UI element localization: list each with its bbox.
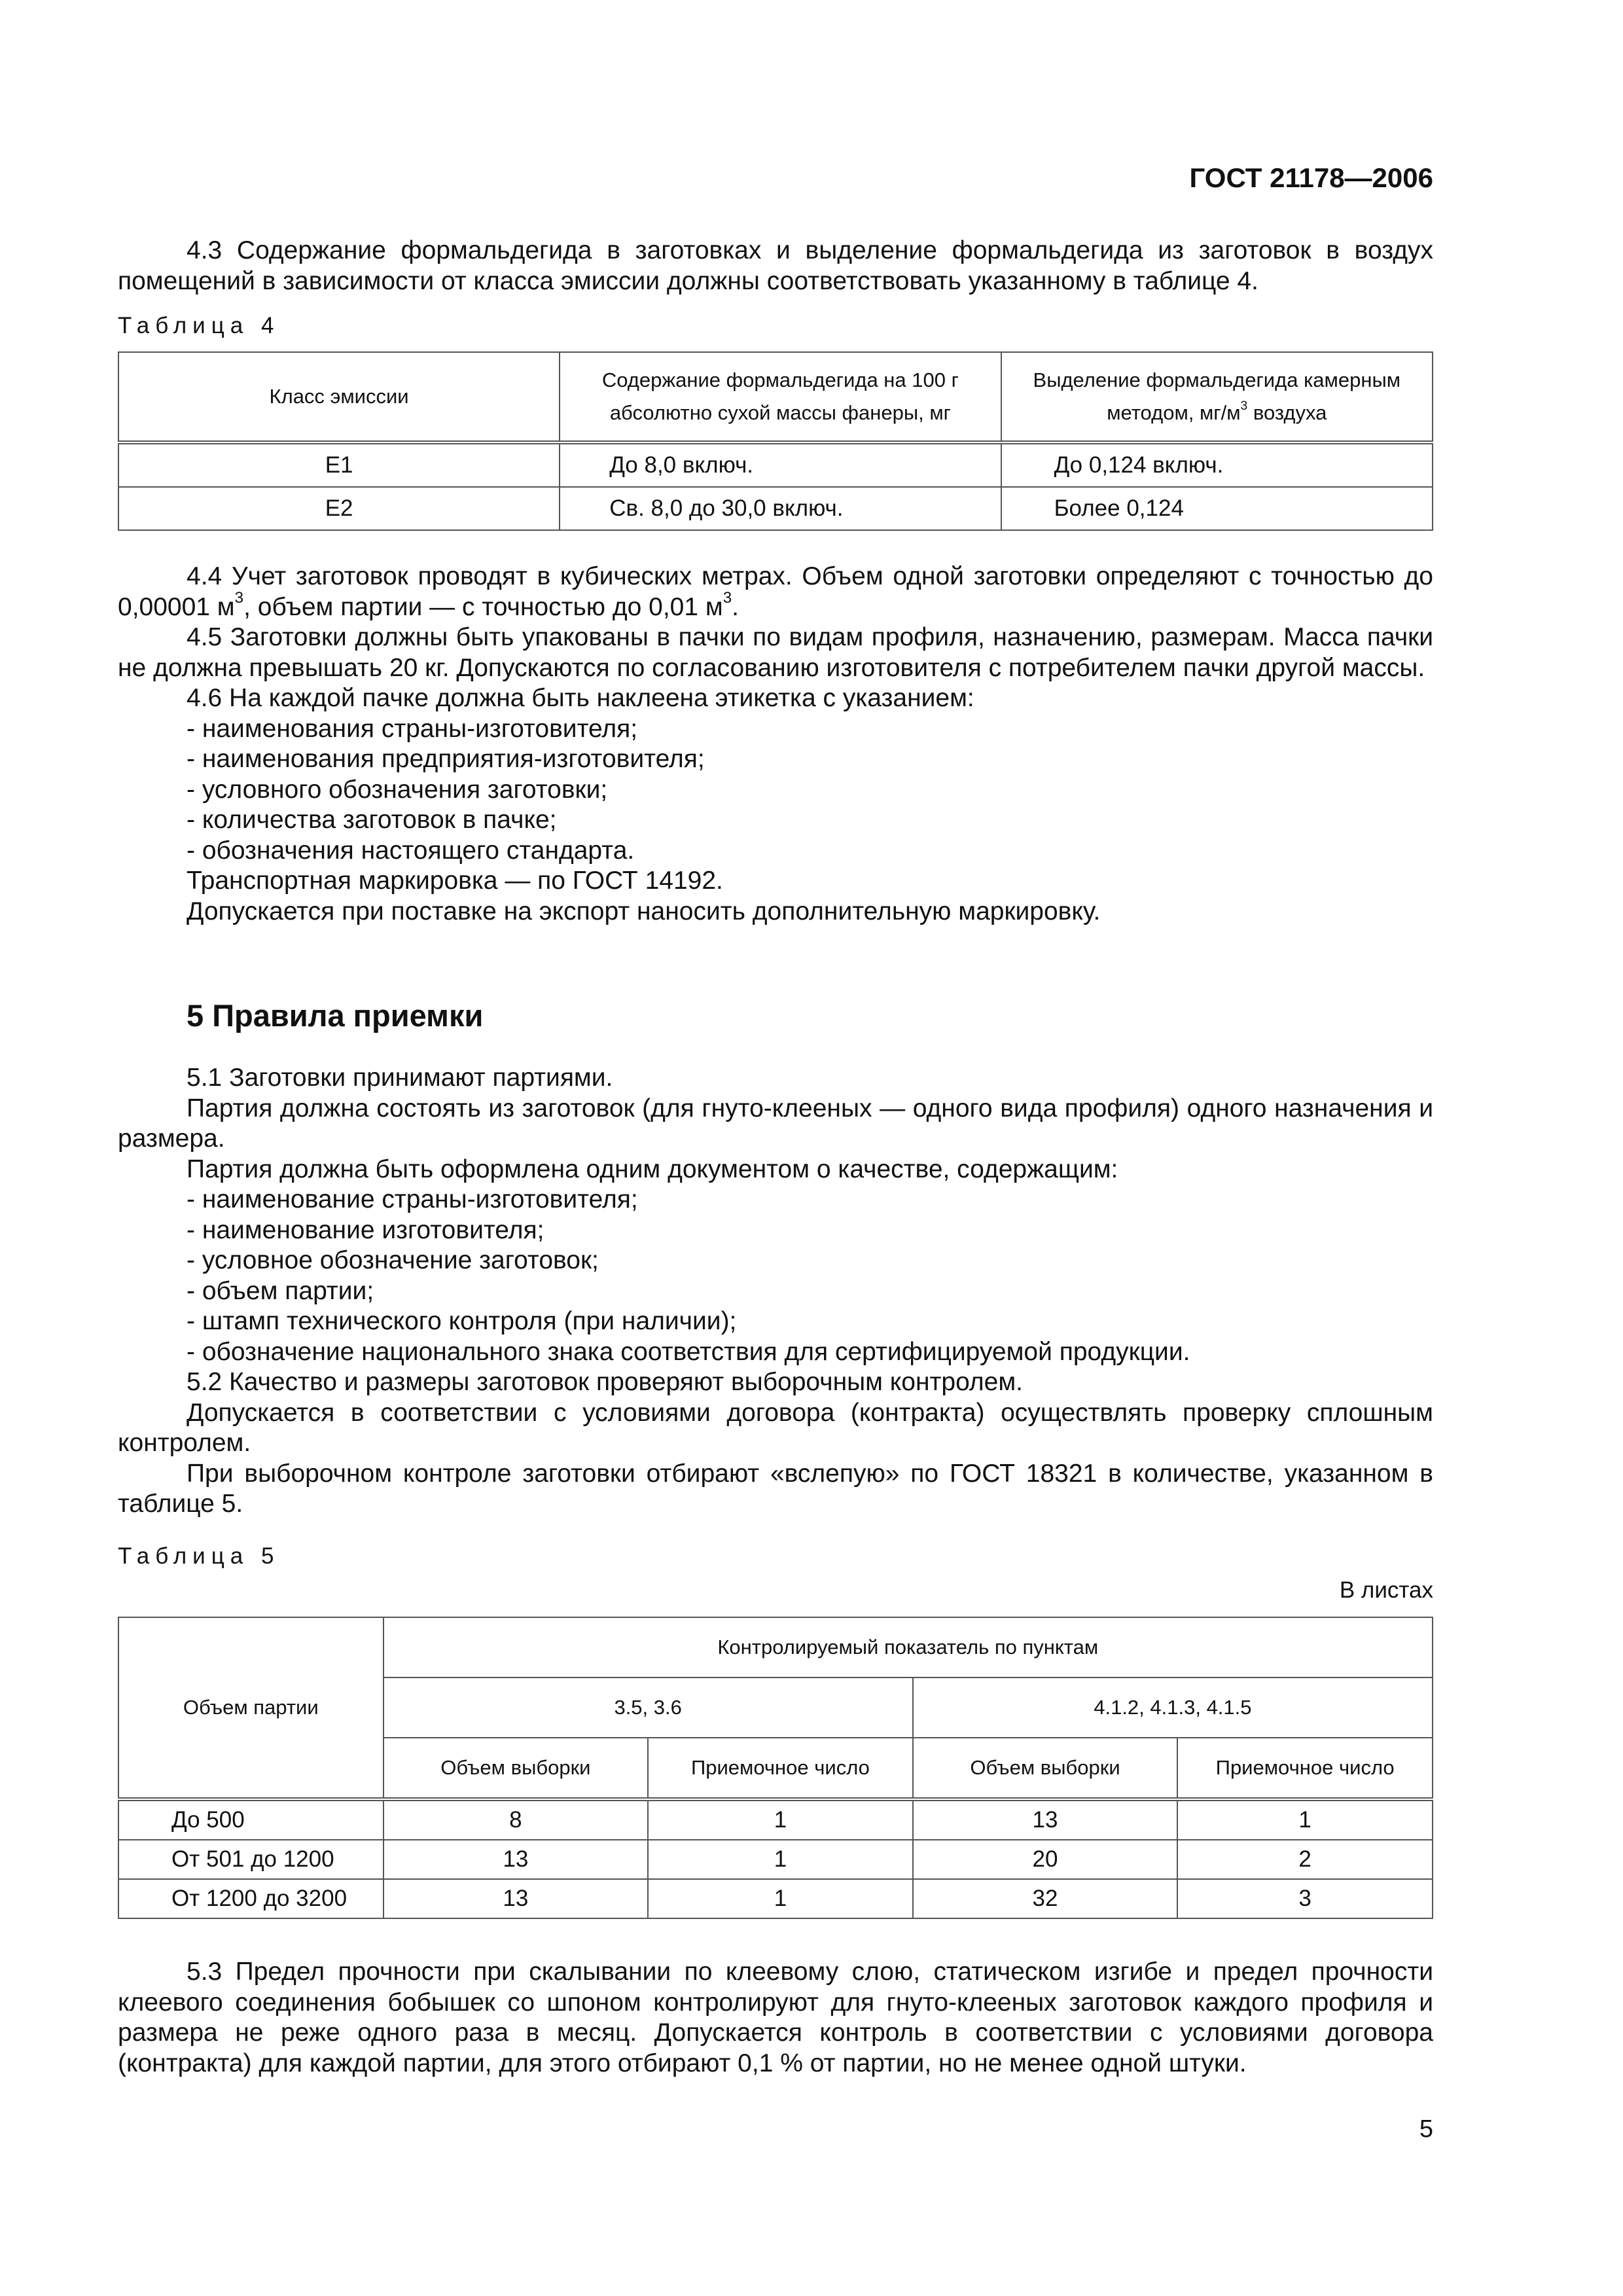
table-4-cell-content: Св. 8,0 до 30,0 включ.: [560, 487, 1001, 530]
table-5-cell-sample-1: 8: [383, 1799, 649, 1840]
table-5-header-group1: 3.5, 3.6: [383, 1677, 913, 1738]
table-5-cell-accept-2: 3: [1177, 1879, 1433, 1918]
list-item: - наименование страны-изготовителя;: [187, 1185, 638, 1213]
table-5-cell-volume: От 501 до 1200: [118, 1840, 383, 1879]
clause-5-1-text: 5.1 Заготовки принимают партиями.: [187, 1064, 613, 1092]
table-5-header-accept: Приемочное число: [1177, 1738, 1433, 1799]
table-5-cell-sample-2: 32: [913, 1879, 1178, 1918]
clauses-5-1-5-2: [118, 1063, 1433, 1520]
clause-4-3: [118, 236, 1433, 296]
clause-5-2-full-control: Допускается в соответствии с условиями договора (контракта) осуществлять проверку сплошным контролем.: [118, 1398, 1433, 1457]
list-item: - обозначение национального знака соответствия для сертифицируемой продукции.: [187, 1337, 1190, 1366]
clause-5-1-document: Партия должна быть оформлена одним документом о качестве, содержащим:: [187, 1155, 1118, 1183]
clauses-4-4-to-4-6: [118, 562, 1433, 927]
table-4: [118, 351, 1433, 531]
table-4-cell-class: Е1: [118, 442, 560, 487]
table-5-cell-accept-2: 2: [1177, 1840, 1433, 1879]
table-5-header-sample: Объем выборки: [913, 1738, 1178, 1799]
list-item: - наименования предприятия-изготовителя;: [187, 745, 705, 773]
clause-4-4-text: 4.4 Учет заготовок проводят в кубических метрах. Объем одной заготовки определяют с точностью до 0,00001 $м^3$, объем партии — с точностью до 0,01 $м^3$.: [118, 562, 1433, 621]
table-5-header-row: [118, 1617, 1433, 1677]
table-row: [118, 1799, 1433, 1840]
table-5-cell-sample-2: 13: [913, 1799, 1178, 1840]
table-4-header-content: Содержание формальдегида на 100 г абсолютно сухой массы фанеры, мг: [560, 352, 1001, 442]
table-5-header-group2: 4.1.2, 4.1.3, 4.1.5: [913, 1677, 1433, 1738]
list-item: - обозначения настоящего стандарта.: [187, 836, 635, 865]
table-5-caption: Таблица 5: [118, 1543, 280, 1569]
table-row: [118, 1840, 1433, 1879]
clause-4-5-text: 4.5 Заготовки должны быть упакованы в пачки по видам профиля, назначению, размерам. Масса пачки не должна превышать 20 кг. Допускаются по согласованию изготовителя с потребителем пачки другой массы.: [118, 623, 1433, 682]
table-5-header-volume: Объем партии: [118, 1617, 383, 1799]
table-5-cell-accept-1: 1: [648, 1840, 913, 1879]
table-4-header-row: [118, 352, 1433, 442]
transport-marking: Транспортная маркировка — по ГОСТ 14192.: [187, 867, 723, 895]
table-5-header-accept: Приемочное число: [648, 1738, 913, 1799]
clause-4-3-text: 4.3 Содержание формальдегида в заготовках и выделение формальдегида из заготовок в воздух помещений в зависимости от класса эмиссии должны соответствовать указанному в таблице 4.: [118, 236, 1433, 295]
table-4-header-emission: Выделение формальдегида камерным методом, $мг/м^3$ воздуха: [1001, 352, 1433, 442]
table-5-unit: В листах: [1339, 1577, 1433, 1603]
table-4-cell-emission: Более 0,124: [1001, 487, 1433, 530]
table-row: [118, 442, 1433, 487]
table-row: [118, 487, 1433, 530]
table-5-cell-accept-1: 1: [648, 1799, 913, 1840]
table-5-cell-volume: До 500: [118, 1799, 383, 1840]
table-4-cell-class: Е2: [118, 487, 560, 530]
table-5-cell-accept-2: 1: [1177, 1799, 1433, 1840]
clause-5-3-text: 5.3 Предел прочности при скалывании по клеевому слою, статическом изгибе и предел прочности клеевого соединения бобышек со шпоном контролируют для гнуто-клееных заготовок каждого профиля и размера не реже одного раза в месяц. Допускается контроль в соответствии с условиями договора (контракта) для каждой партии, для этого отбирают 0,1 % от партии, но не менее одной штуки.: [118, 1958, 1433, 2077]
table-5-cell-sample-1: 13: [383, 1879, 649, 1918]
clause-5-3: [118, 1957, 1433, 2079]
page-number: 5: [1419, 2115, 1433, 2143]
section-5-title: 5 Правила приемки: [187, 998, 484, 1033]
table-4-caption: Таблица 4: [118, 313, 280, 338]
clause-4-6-intro: 4.6 На каждой пачке должна быть наклеена этикетка с указанием:: [187, 684, 974, 712]
clause-5-1-batch: Партия должна состоять из заготовок (для гнуто-клееных — одного вида профиля) одного назначения и размера.: [118, 1094, 1433, 1153]
table-4-header-class: Класс эмиссии: [118, 352, 560, 442]
list-item: - условное обозначение заготовок;: [187, 1246, 599, 1274]
table-5-cell-sample-2: 20: [913, 1840, 1178, 1879]
table-4-cell-emission: До 0,124 включ.: [1001, 442, 1433, 487]
table-row: [118, 1879, 1433, 1918]
table-5-cell-sample-1: 13: [383, 1840, 649, 1879]
list-item: - количества заготовок в пачке;: [187, 806, 557, 834]
clause-5-2-text: 5.2 Качество и размеры заготовок проверяют выборочным контролем.: [187, 1368, 1024, 1396]
list-item: - условного обозначения заготовки;: [187, 775, 608, 804]
table-5: [118, 1617, 1433, 1919]
table-4-cell-content: До 8,0 включ.: [560, 442, 1001, 487]
export-marking: Допускается при поставке на экспорт наносить дополнительную маркировку.: [187, 897, 1101, 925]
table-5-header-controlled: Контролируемый показатель по пунктам: [383, 1617, 1433, 1677]
table-5-cell-volume: От 1200 до 3200: [118, 1879, 383, 1918]
list-item: - наименования страны-изготовителя;: [187, 714, 638, 743]
standard-code: ГОСТ 21178—2006: [1189, 162, 1433, 193]
list-item: - штамп технического контроля (при наличии);: [187, 1307, 737, 1335]
clause-5-2-sampling: При выборочном контроле заготовки отбирают «вслепую» по ГОСТ 18321 в количестве, указанном в таблице 5.: [118, 1459, 1433, 1518]
list-item: - наименование изготовителя;: [187, 1215, 544, 1244]
table-5-header-sample: Объем выборки: [383, 1738, 649, 1799]
table-5-cell-accept-1: 1: [648, 1879, 913, 1918]
list-item: - объем партии;: [187, 1276, 374, 1305]
